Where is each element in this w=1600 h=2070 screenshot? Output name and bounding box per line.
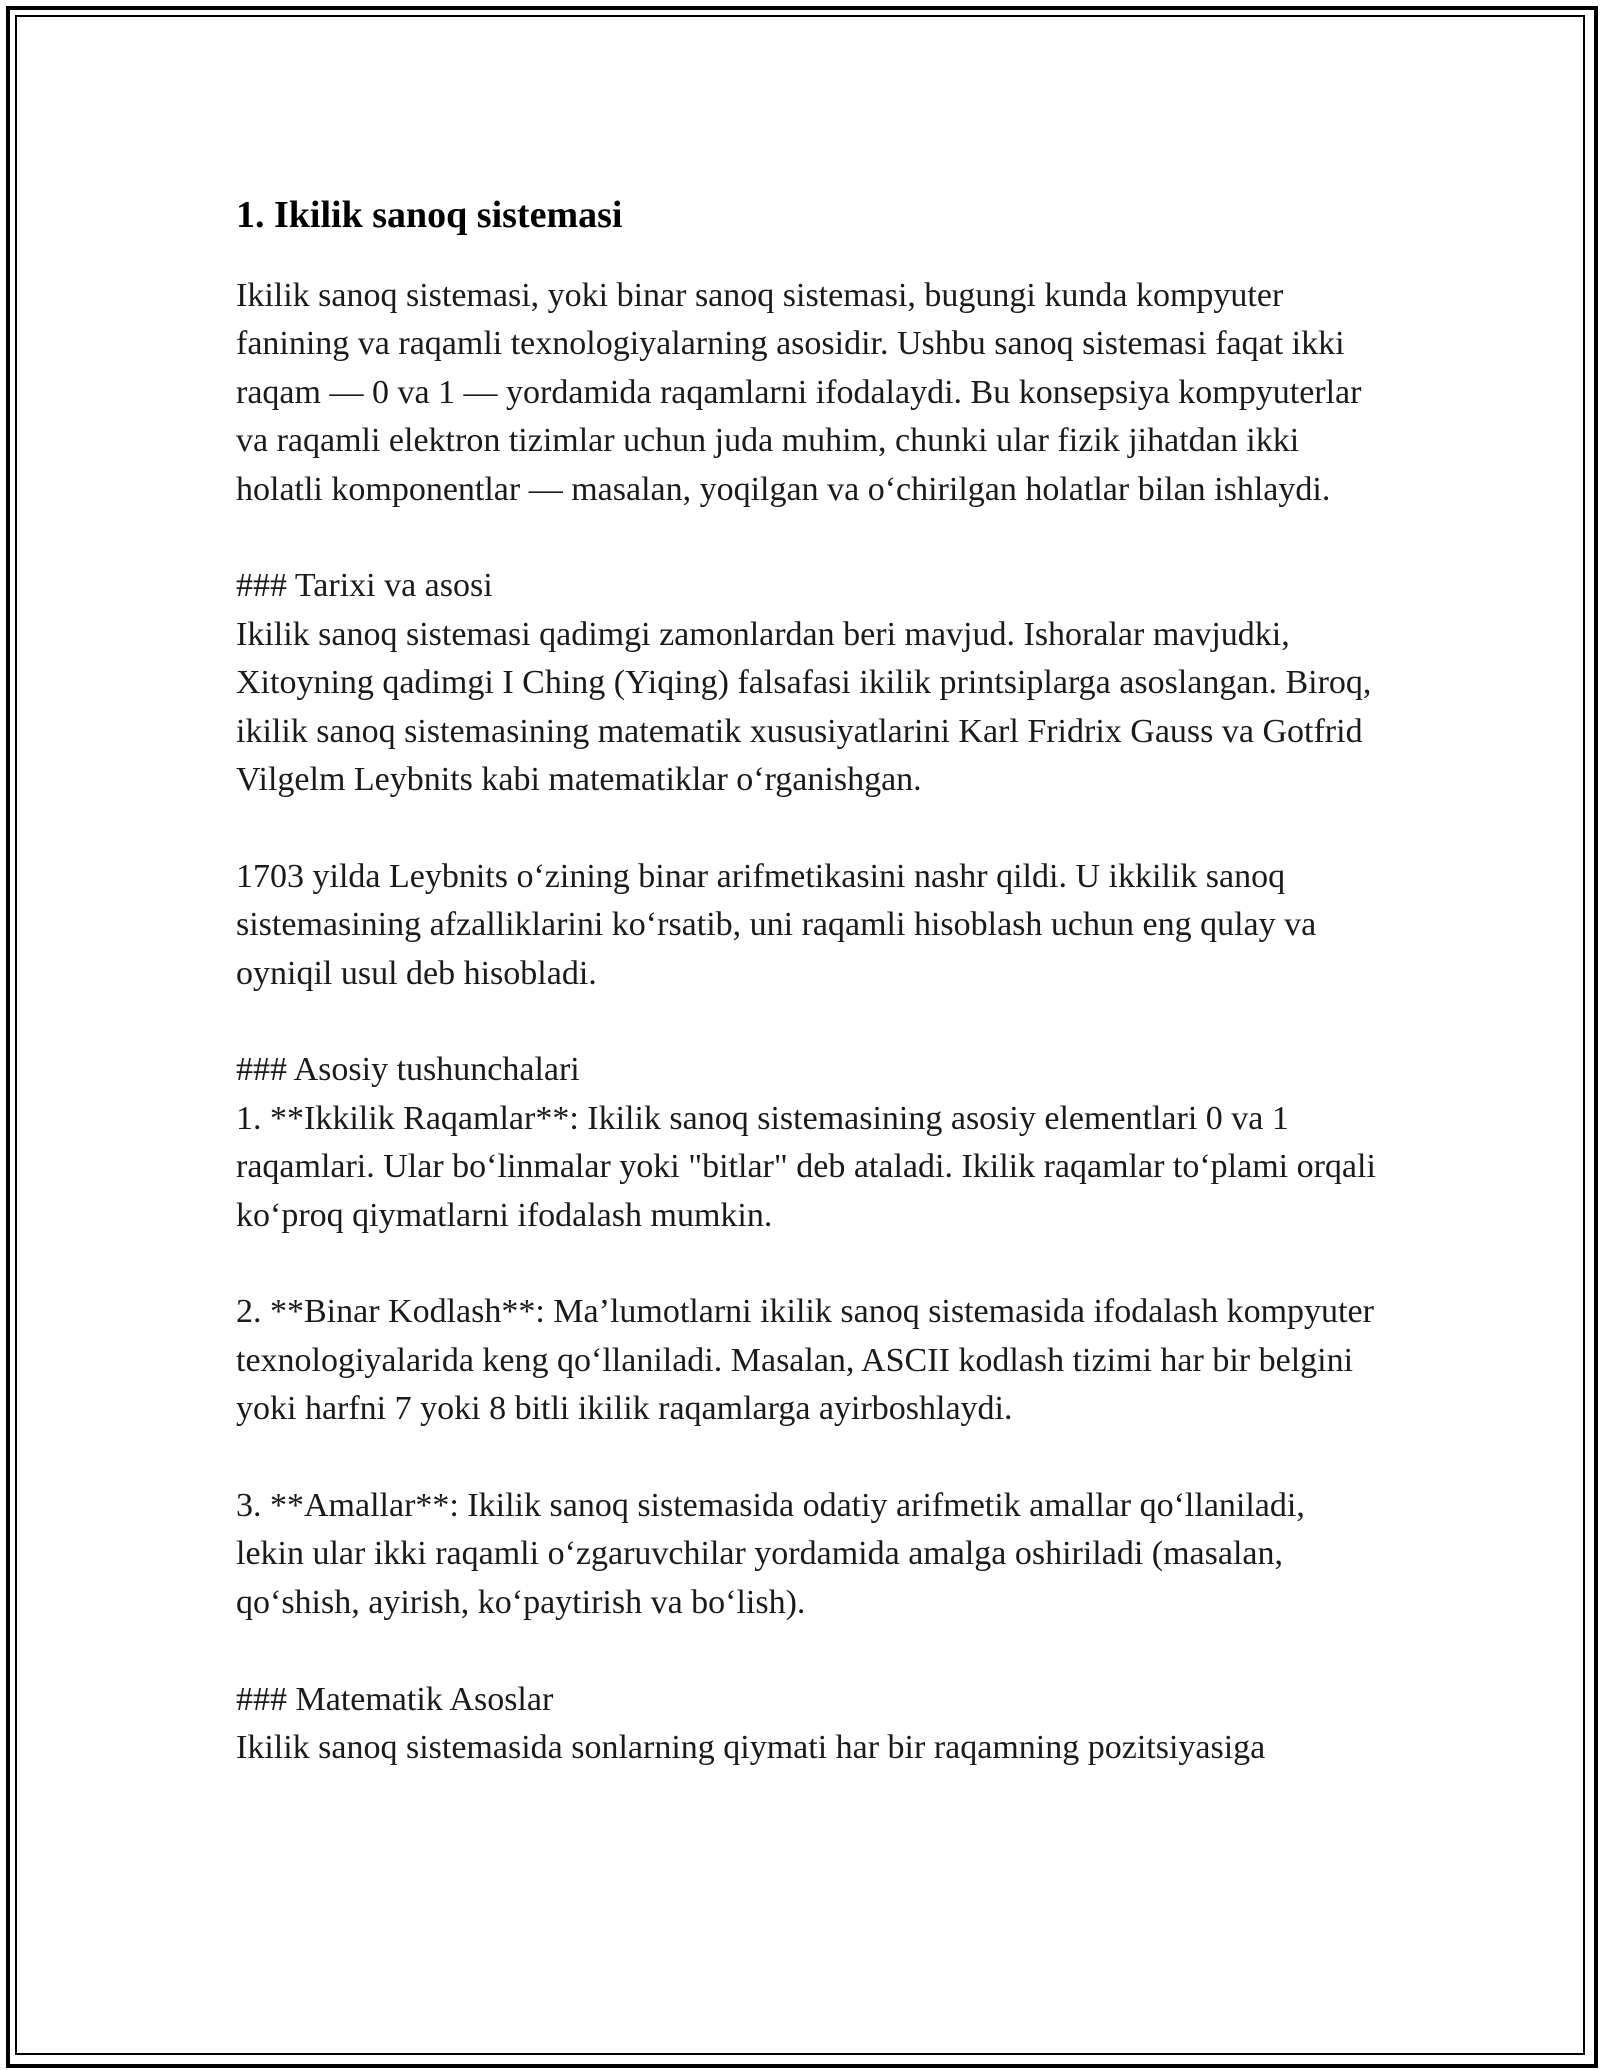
section-heading-math: ### Matematik Asoslar [236, 1680, 554, 1718]
document-title: 1. Ikilik sanoq sistemasi [236, 194, 623, 236]
concept-item-1: 1. **Ikkilik Raqamlar**: Ikilik sanoq sistemasining asosiy elementlari 0 va 1 raqamlari. Ular boʻlinmalar yoki "bitlar" deb ataladi. Ikilik raqamlar toʻplami orqali koʻproq qiymatlarni ifodalash mumkin. [236, 1099, 1376, 1234]
intro-paragraph: Ikilik sanoq sistemasi, yoki binar sanoq sistemasi, bugungi kunda kompyuter fanining va raqamli texnologiyalarning asosidir. Ushbu sanoq sistemasi faqat ikki raqam — 0 va 1 — yordamida raqamlarni ifodalaydi. Bu konsepsiya kompyuterlar va raqamli elektron tizimlar uchun juda muhim, chunki ular fizik jihatdan ikki holatli komponentlar — masalan, yoqilgan va oʻchirilgan holatlar bilan ishlaydi. [236, 277, 1362, 508]
document-body [236, 180, 1376, 1773]
concept-item-2: 2. **Binar Kodlash**: Ma’lumotlarni ikilik sanoq sistemasida ifodalash kompyuter texnologiyalarida keng qoʻllaniladi. Masalan, ASCII kodlash tizimi har bir belgini yoki harfni 7 yoki 8 bitli ikilik raqamlarga ayirboshlaydi. [236, 1293, 1374, 1428]
concept-item-3: 3. **Amallar**: Ikilik sanoq sistemasida odatiy arifmetik amallar qoʻllaniladi, lekin ular ikki raqamli oʻzgaruvchilar yordamida amalga oshiriladi (masalan, qoʻshish, ayirish, koʻpaytirish va boʻlish). [236, 1487, 1305, 1621]
math-paragraph-1: Ikilik sanoq sistemasida sonlarning qiymati har bir raqamning pozitsiyasiga [236, 1729, 1266, 1767]
history-paragraph-1: Ikilik sanoq sistemasi qadimgi zamonlardan beri mavjud. Ishoralar mavjudki, Xitoyning qadimgi I Ching (Yiqing) falsafasi ikilik printsiplarga asoslangan. Biroq, ikilik sanoq sistemasining matematik xususiyatlarini Karl Fridrix Gauss va Gotfrid Vilgelm Leybnits kabi matematiklar oʻrganishgan. [236, 615, 1372, 799]
section-heading-history: ### Tarixi va asosi [236, 567, 493, 605]
section-heading-concepts: ### Asosiy tushunchalari [236, 1051, 580, 1089]
history-paragraph-2: 1703 yilda Leybnits oʻzining binar arifmetikasini nashr qildi. U ikkilik sanoq sistemasining afzalliklarini koʻrsatib, uni raqamli hisoblash uchun eng qulay va oyniqil usul deb hisobladi. [236, 857, 1317, 992]
